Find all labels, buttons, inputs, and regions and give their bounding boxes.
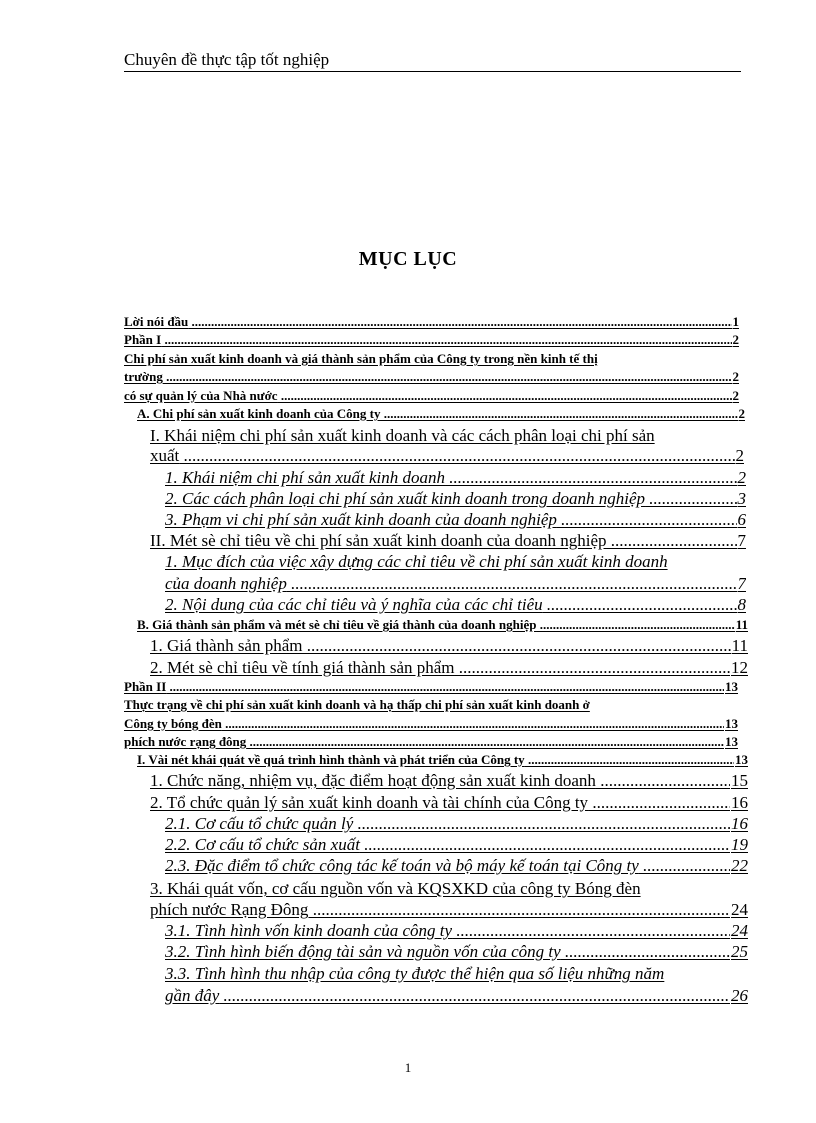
toc-entry-section-ii-1[interactable]: I. Vài nét khái quát về quá trình hình thành và phát triển của Công ty ..... 13 (137, 752, 748, 768)
toc-title: MỤC LỤC (358, 248, 458, 270)
toc-entry-ii-1-2-1[interactable]: 2.1. Cơ cấu tổ chức quản lý ..... 16 (165, 814, 748, 834)
toc-entry-phan-2-title-cont2[interactable]: phích nước rạng đông ..... 13 (124, 734, 738, 750)
toc-entry-phan-1-title-cont[interactable]: trường ..... 2 (124, 369, 739, 385)
toc-entry-a-2-2[interactable]: 2. Nội dung của các chỉ tiêu và ý nghĩa của các chỉ tiêu ..... 8 (165, 595, 746, 615)
toc-entry-b-2[interactable]: 2. Mét sè chỉ tiêu về tính giá thành sản phẩm ..... 12 (150, 658, 748, 678)
toc-entry-phan-1[interactable]: Phần I ..... 2 (124, 332, 739, 348)
toc-entry-section-a-1[interactable]: I. Khái niệm chi phí sản xuất kinh doanh và các cách phân loại chi phí sản (150, 426, 655, 445)
toc-entry-phan-2-title[interactable]: Thực trạng về chi phí sản xuất kinh doanh và hạ thấp chi phí sản xuất kinh doanh ở (124, 697, 590, 712)
toc-entry-a-1-3[interactable]: 3. Phạm vi chi phí sản xuất kinh doanh của doanh nghiệp ..... 6 (165, 510, 746, 530)
toc-entry-b-1[interactable]: 1. Giá thành sản phẩm ..... 11 (150, 636, 748, 656)
toc-entry-a-1-1[interactable]: 1. Khái niệm chi phí sản xuất kinh doanh ..... 2 (165, 468, 746, 488)
toc-entry-ii-1-2-3[interactable]: 2.3. Đặc điểm tổ chức công tác kế toán và bộ máy kế toán tại Công ty ..... 22 (165, 856, 748, 876)
toc-entry-ii-1-3-3-cont[interactable]: gần đây ..... 26 (165, 986, 748, 1006)
page-number: 1 (404, 1060, 412, 1075)
toc-entry-ii-1-3-2[interactable]: 3.2. Tình hình biến động tài sản và nguồn vốn của công ty ..... 25 (165, 942, 748, 962)
toc-entry-a-1-2[interactable]: 2. Các cách phân loại chi phí sản xuất kinh doanh trong doanh nghiệp ..... 3 (165, 489, 746, 509)
toc-entry-ii-1-3-cont[interactable]: phích nước Rạng Đông ..... 24 (150, 900, 748, 920)
toc-entry-a-2-1-cont[interactable]: của doanh nghiệp ..... 7 (165, 574, 746, 594)
toc-entry-a-2-1[interactable]: 1. Mục đích của việc xây dựng các chỉ tiêu về chi phí sản xuất kinh doanh (165, 552, 668, 571)
toc-entry-section-a-1-cont[interactable]: xuất ..... 2 (150, 446, 744, 466)
toc-entry-section-b[interactable]: B. Giá thành sản phẩm và mét sè chỉ tiêu về giá thành của doanh nghiệp ..... 11 (137, 617, 748, 633)
toc-entry-loi-noi-dau[interactable]: Lời nói đầu ..... 1 (124, 314, 739, 330)
page-header: Chuyên đề thực tập tốt nghiệp (124, 50, 741, 72)
toc-entry-ii-1-2[interactable]: 2. Tổ chức quản lý sản xuất kinh doanh và tài chính của Công ty ..... 16 (150, 793, 748, 813)
toc-entry-phan-2-title-cont[interactable]: Công ty bóng đèn ..... 13 (124, 716, 738, 732)
toc-entry-section-a[interactable]: A. Chi phí sản xuất kinh doanh của Công ty ..... 2 (137, 406, 745, 422)
toc-entry-phan-1-title-cont2[interactable]: có sự quản lý của Nhà nước ..... 2 (124, 388, 739, 404)
toc-entry-ii-1-3[interactable]: 3. Khái quát vốn, cơ cấu nguồn vốn và KQSXKD của công ty Bóng đèn (150, 879, 641, 898)
toc-entry-phan-1-title[interactable]: Chi phí sản xuất kinh doanh và giá thành sản phẩm của Công ty trong nền kinh tế thị (124, 351, 598, 366)
toc-entry-section-a-2[interactable]: II. Mét sè chỉ tiêu về chi phí sản xuất kinh doanh của doanh nghiệp ..... 7 (150, 531, 746, 551)
toc-entry-ii-1-3-3[interactable]: 3.3. Tình hình thu nhập của công ty được thể hiện qua số liệu những năm (165, 964, 665, 983)
toc-entry-ii-1-3-1[interactable]: 3.1. Tình hình vốn kinh doanh của công ty ..... 24 (165, 921, 748, 941)
toc-entry-ii-1-1[interactable]: 1. Chức năng, nhiệm vụ, đặc điểm hoạt động sản xuất kinh doanh ..... 15 (150, 771, 748, 791)
toc-entry-ii-1-2-2[interactable]: 2.2. Cơ cấu tổ chức sản xuất ..... 19 (165, 835, 748, 855)
toc-entry-phan-2[interactable]: Phần II ..... 13 (124, 679, 738, 695)
